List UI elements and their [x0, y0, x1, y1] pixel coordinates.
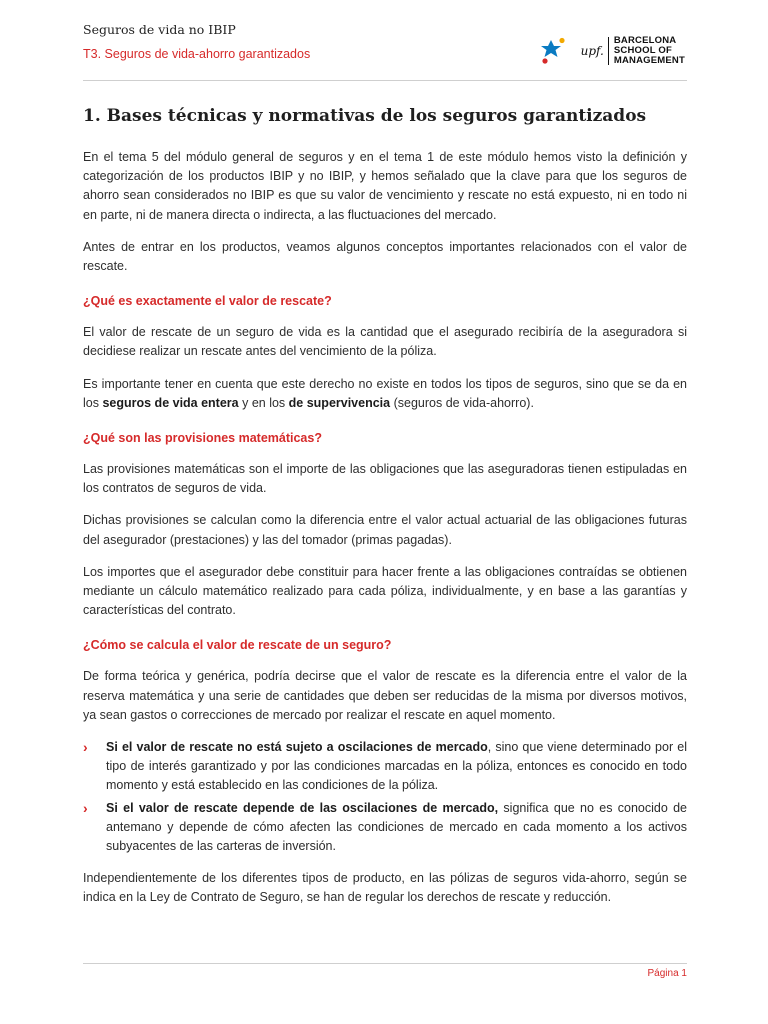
document-subtitle: T3. Seguros de vida-ahorro garantizados — [83, 47, 311, 61]
text-run: significa que no es conocido de antemano y depende de cómo afecten las condiciones de mercado en cada momento a los activos subyacentes de las carteras de inversión. — [106, 800, 688, 854]
body-paragraph: El valor de rescate de un seguro de vida es la cantidad que el asegurado recibiría de la aseguradora si decidiese realizar un rescate antes del vencimiento de la póliza. — [83, 325, 687, 359]
main-content — [83, 104, 687, 921]
logo-line: BARCELONA — [613, 35, 677, 46]
bold-term: de supervivencia — [288, 395, 391, 410]
bullet-list — [83, 738, 687, 856]
page-header — [83, 22, 687, 80]
list-item — [83, 799, 687, 857]
text-run: Es importante tener en cuenta que este derecho no existe en todos los tipos de seguros, sino que se da en los — [83, 376, 687, 410]
closing-paragraph: Independientemente de los diferentes tipos de producto, en las pólizas de seguros vida-ahorro, según se indica en la Ley de Contrato de Seguro, se han de regular los derechos de rescate y reducción. — [83, 871, 687, 905]
body-paragraph: De forma teórica y genérica, podría decirse que el valor de rescate es la diferencia entre el valor de la reserva matemática y una serie de cantidades que deben ser reducidas de la misma por diversos motivos, ya sean gastos o correcciones de mercado por realizar el rescate en aquel momento. — [83, 669, 687, 722]
upf-logo-mark: upf. — [580, 44, 604, 58]
document-title: Seguros de vida no IBIP — [83, 22, 236, 37]
chevron-right-icon: › — [83, 739, 88, 756]
text-run: (seguros de vida-ahorro). — [390, 395, 534, 410]
list-item — [83, 738, 687, 796]
text-run: y en los — [238, 395, 289, 410]
body-paragraph: Dichas provisiones se calculan como la diferencia entre el valor actual actuarial de las obligaciones futuras del asegurador (prestaciones) y las del tomador (primas pagadas). — [83, 513, 687, 547]
caixabank-star-logo-icon — [535, 37, 569, 65]
logos — [535, 36, 685, 66]
page-number: Página 1 — [647, 968, 687, 979]
body-paragraph — [83, 375, 687, 413]
logo-divider — [608, 37, 609, 65]
header-divider — [83, 80, 687, 81]
bold-term: Si el valor de rescate depende de las oscilaciones de mercado, — [106, 800, 499, 815]
bsm-logo-text — [614, 36, 685, 66]
body-paragraph: Los importes que el asegurador debe constituir para hacer frente a las obligaciones contraídas se obtienen mediante un cálculo matemático realizado para cada póliza, individualmente, y en base a las garantías y características del contrato. — [83, 564, 687, 618]
intro-paragraph: Antes de entrar en los productos, veamos algunos conceptos importantes relacionados con el valor de rescate. — [83, 239, 687, 274]
body-paragraph: Las provisiones matemáticas son el importe de las obligaciones que las aseguradoras tienen estipuladas en los contratos de seguros de vida. — [83, 462, 687, 496]
bold-term: seguros de vida entera — [102, 395, 239, 410]
question-heading: ¿Cómo se calcula el valor de rescate de un seguro? — [83, 638, 392, 653]
text-run: , sino que viene determinado por el tipo de interés garantizado y por las condiciones marcadas en la póliza, entonces es conocido en todo momento y está establecido en las condiciones de la póliza. — [106, 740, 687, 793]
chevron-right-icon: › — [83, 799, 88, 816]
question-heading: ¿Qué son las provisiones matemáticas? — [83, 431, 322, 446]
bold-term: Si el valor de rescate no está sujeto a oscilaciones de mercado — [106, 740, 488, 755]
logo-line: SCHOOL OF — [613, 45, 672, 56]
footer-divider — [83, 963, 687, 964]
question-heading: ¿Qué es exactamente el valor de rescate? — [83, 294, 332, 309]
logo-line: MANAGEMENT — [613, 55, 685, 66]
section-heading: 1. Bases técnicas y normativas de los seguros garantizados — [83, 106, 647, 126]
intro-paragraph: En el tema 5 del módulo general de seguros y en el tema 1 de este módulo hemos visto la definición y categorización de los productos IBIP y no IBIP, y hemos señalado que la clave para que los seguros de ahorro sean considerados no IBIP es que su valor de vencimiento y rescate no está expuesto, ni en todo ni en parte, ni de manera directa o indirecta, a las fluctuaciones del mercado. — [83, 150, 687, 222]
